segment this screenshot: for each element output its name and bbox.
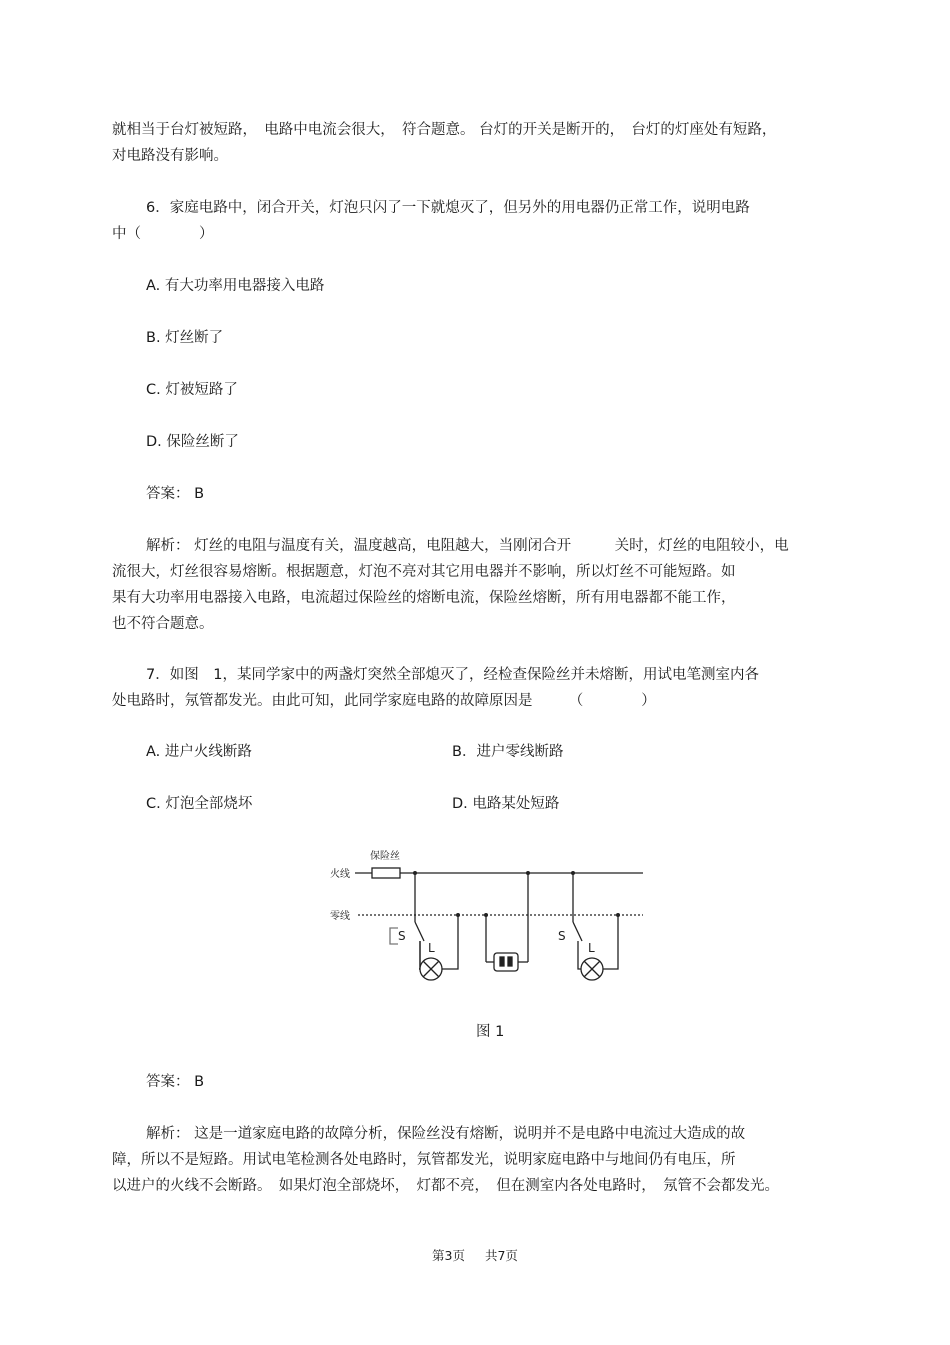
q6-option-c: C. 灯被短路了 bbox=[146, 382, 238, 398]
q7-option-d: D. 电路某处短路 bbox=[452, 796, 560, 812]
page-total: 共7页 bbox=[484, 1248, 518, 1263]
q7-analysis-line: 障，所以不是短路。用试电笔检测各处电路时，氖管都发光，说明家庭电路中与地间仍有电压，所 bbox=[112, 1152, 736, 1168]
q6-option-d: D. 保险丝断了 bbox=[146, 434, 239, 450]
figure-caption: 图 1 bbox=[476, 1024, 505, 1040]
question-7-stem: 7．如图 1，某同学家中的两盏灯突然全部熄灭了，经检查保险丝并未熔断，用试电笔测室内各 bbox=[146, 667, 759, 683]
q6-analysis-line: 流很大，灯丝很容易熔断。根据题意，灯泡不亮对其它用电器并不影响，所以灯丝不可能短路。如 bbox=[112, 564, 736, 580]
switch-label: S bbox=[558, 929, 566, 943]
q6-option-b: B. 灯丝断了 bbox=[146, 330, 224, 346]
live-wire-label: 火线 bbox=[330, 869, 350, 880]
q6-analysis-line: 也不符合题意。 bbox=[112, 616, 214, 632]
page-number: 第3页 bbox=[432, 1248, 465, 1263]
q7-analysis-line: 解析： 这是一道家庭电路的故障分析，保险丝没有熔断，说明并不是电路中电流过大造成的故 bbox=[146, 1126, 746, 1142]
q7-answer: 答案： B bbox=[146, 1074, 205, 1090]
q6-option-a: A. 有大功率用电器接入电路 bbox=[146, 278, 325, 294]
q7-option-a: A. 进户火线断路 bbox=[146, 744, 252, 760]
q7-option-b: B．进户零线断路 bbox=[452, 744, 564, 760]
question-7-stem-cont: 处电路时，氖管都发光。由此可知，此同学家庭电路的故障原因是 （ ） bbox=[112, 693, 656, 709]
q7-analysis-line: 以进户的火线不会断路。 如果灯泡全部烧坏， 灯都不亮， 但在测室内各处电路时， 氖管不会都发光。 bbox=[112, 1178, 779, 1194]
switch-label: S bbox=[398, 929, 406, 943]
neutral-wire-label: 零线 bbox=[330, 911, 350, 922]
fuse-label: 保险丝 bbox=[370, 851, 400, 862]
question-6-stem: 6．家庭电路中，闭合开关，灯泡只闪了一下就熄灭了，但另外的用电器仍正常工作，说明电路 bbox=[146, 200, 750, 216]
q7-option-c: C. 灯泡全部烧坏 bbox=[146, 796, 253, 812]
paragraph-line: 对电路没有影响。 bbox=[112, 148, 228, 164]
socket-icon bbox=[494, 953, 518, 971]
q6-analysis-line: 果有大功率用电器接入电路，电流超过保险丝的熔断电流，保险丝熔断，所有用电器都不能工作， bbox=[112, 590, 736, 606]
fuse-icon bbox=[372, 868, 400, 878]
page-footer bbox=[0, 1246, 950, 1264]
circuit-diagram bbox=[328, 842, 648, 987]
question-6-stem-cont: 中（ ） bbox=[112, 226, 214, 242]
q6-answer: 答案： B bbox=[146, 486, 205, 502]
lamp-label: L bbox=[588, 941, 595, 955]
paragraph-line: 就相当于台灯被短路， 电路中电流会很大， 符合题意。 台灯的开关是断开的， 台灯的灯座处有短路， bbox=[112, 122, 777, 138]
q6-analysis-line: 解析： 灯丝的电阻与温度有关，温度越高，电阻越大，当刚闭合开 关时，灯丝的电阻较小，电 bbox=[146, 538, 789, 554]
lamp-label: L bbox=[428, 941, 435, 955]
